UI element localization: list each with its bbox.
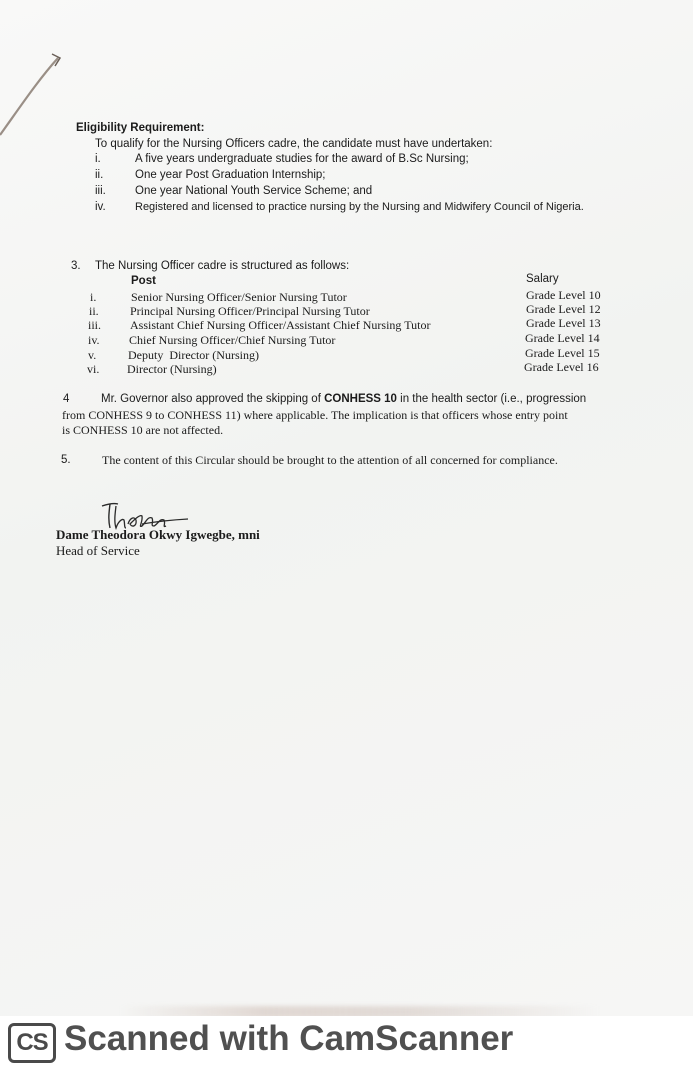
eligibility-item-num: iv.: [95, 201, 106, 213]
cadre-row-num: i.: [90, 290, 97, 304]
cadre-row-salary: Grade Level 14: [525, 331, 600, 345]
eligibility-item-num: ii.: [95, 169, 104, 181]
cadre-row-salary: Grade Level 15: [525, 346, 600, 360]
eligibility-item-text: A five years undergraduate studies for the award of B.Sc Nursing;: [135, 153, 469, 165]
eligibility-item-num: i.: [95, 153, 101, 165]
cadre-row-num: iii.: [88, 318, 102, 332]
eligibility-item-text: Registered and licensed to practice nursing by the Nursing and Midwifery Council of Nigeria.: [135, 201, 584, 213]
salary-column-header: Salary: [526, 273, 559, 285]
camscanner-logo-icon: CS: [8, 1023, 56, 1063]
cadre-row-salary: Grade Level 10: [526, 288, 601, 302]
para4-line1: [101, 393, 586, 405]
cadre-row-post: Senior Nursing Officer/Senior Nursing Tutor: [131, 290, 347, 304]
cadre-row-post: Deputy Director (Nursing): [128, 348, 259, 362]
cadre-row-num: vi.: [87, 362, 100, 376]
para4-line3: is CONHESS 10 are not affected.: [62, 423, 224, 437]
eligibility-item-text: One year National Youth Service Scheme; and: [135, 185, 373, 197]
para4-num: 4: [63, 393, 70, 405]
eligibility-heading: Eligibility Requirement:: [76, 122, 205, 134]
cadre-row-num: iv.: [88, 333, 100, 347]
page-fold-mark: [0, 40, 70, 150]
post-column-header: Post: [131, 275, 156, 287]
cadre-row-salary: Grade Level 12: [526, 302, 601, 316]
cadre-row-post: Principal Nursing Officer/Principal Nursing Tutor: [130, 304, 370, 318]
signatory-title: Head of Service: [56, 543, 140, 558]
cadre-row-post: Chief Nursing Officer/Chief Nursing Tutor: [129, 333, 336, 347]
para4-line1-end: in the health sector (i.e., progression: [396, 393, 587, 405]
eligibility-item-text: One year Post Graduation Internship;: [135, 169, 326, 181]
eligibility-item-num: iii.: [95, 185, 106, 197]
para5-num: 5.: [61, 454, 71, 466]
cadre-intro: The Nursing Officer cadre is structured as follows:: [95, 260, 350, 272]
para4-line2: from CONHESS 9 to CONHESS 11) where applicable. The implication is that officers whose entry point: [62, 408, 568, 422]
eligibility-intro: To qualify for the Nursing Officers cadre, the candidate must have undertaken:: [95, 138, 493, 150]
signatory-name: Dame Theodora Okwy Igwegbe, mni: [56, 527, 260, 542]
cadre-row-salary: Grade Level 13: [526, 316, 601, 330]
cadre-row-post: Director (Nursing): [127, 362, 217, 376]
para4-line1-bold: CONHESS 10: [324, 393, 397, 405]
cadre-row-num: ii.: [89, 304, 99, 318]
cadre-num: 3.: [71, 260, 81, 272]
para5-text: The content of this Circular should be brought to the attention of all concerned for compliance.: [102, 453, 558, 467]
camscanner-watermark: Scanned with CamScanner: [64, 1019, 514, 1058]
para4-line1-start: Mr. Governor also approved the skipping of: [101, 393, 325, 405]
cadre-row-salary: Grade Level 16: [524, 360, 599, 374]
cadre-row-post: Assistant Chief Nursing Officer/Assistant Chief Nursing Tutor: [130, 318, 431, 332]
cadre-row-num: v.: [88, 348, 97, 362]
